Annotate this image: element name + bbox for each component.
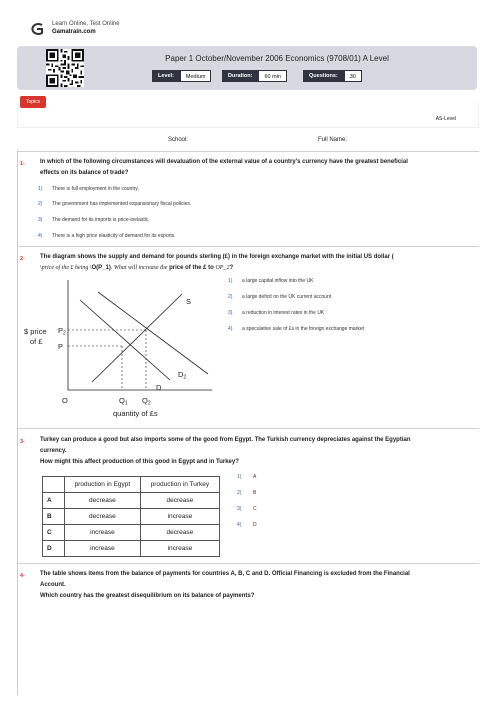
level-tag: AS-Level: [435, 116, 456, 122]
option-text[interactable]: B: [253, 490, 257, 496]
p2-label: $P_2$: [58, 326, 66, 337]
production-table: [42, 476, 220, 557]
option-text[interactable]: a large deficit on the UK current account: [242, 294, 332, 300]
option-text[interactable]: There is a high price elasticity of demand for its exports.: [52, 233, 176, 239]
d-label: D: [156, 383, 162, 392]
divider: [17, 563, 479, 564]
origin-label: O: [62, 396, 68, 405]
p-label: P: [58, 342, 64, 351]
option-text[interactable]: a speculative sale of £s in the foreign exchange market: [242, 326, 365, 332]
level-label: Level:: [152, 70, 180, 82]
option-text[interactable]: a large capital inflow into the UK: [242, 278, 314, 284]
option-number: 4): [237, 522, 242, 528]
supply-demand-diagram: [22, 272, 222, 422]
table-row: D increase increase: [43, 541, 220, 557]
brand-site[interactable]: Gamatrain.com: [52, 29, 96, 35]
paper-header: [17, 46, 477, 90]
option-number: 2): [228, 294, 233, 300]
option-number: 3): [237, 506, 242, 512]
question-number: 3-: [20, 439, 25, 445]
y-axis-label-line1: $ price: [24, 327, 47, 336]
option-text[interactable]: The government has implemented expansionary fiscal policies.: [52, 201, 192, 207]
q1-label: $Q_1$: [119, 396, 128, 407]
d2-label: $D_2$: [178, 370, 187, 381]
divider: [17, 246, 479, 247]
page-frame: [17, 150, 18, 695]
fullname-label: Full Name:: [318, 137, 348, 143]
questions-label: Questions:: [303, 70, 344, 82]
paper-title: Paper 1 October/November 2006 Economics (9708/01) A Level: [165, 54, 389, 63]
option-number: 3): [38, 217, 43, 223]
question-text: The table shows items from the balance of payments for countries A, B, C and D. Official Financing is excluded from the Financial Account. Which country has the greatest disequilibrium on its balance of payments?: [40, 571, 410, 599]
topics-badge[interactable]: Topics: [20, 96, 46, 108]
option-text[interactable]: a reduction in interest rates in the UK: [242, 310, 325, 316]
option-text[interactable]: A: [253, 474, 257, 480]
brand-tagline: Learn Online, Test Online: [52, 21, 120, 27]
option-number: 2): [237, 490, 242, 496]
question-text: The diagram shows the supply and demand for pounds sterling (£) in the foreign exchange market with the initial US dollar ( \price of the £ being \O(P_1). What will increase the price of the £ to OP_2?: [40, 254, 394, 271]
table-row: B decrease increase: [43, 509, 220, 525]
school-label: School:: [168, 137, 189, 143]
question-number: 2-: [20, 256, 25, 262]
question-text: In which of the following circumstances will devaluation of the external value of a country's currency have the greatest beneficial effects on its balance of trade?: [40, 159, 408, 176]
option-text[interactable]: The demand for its imports is price-inelastic.: [52, 217, 150, 223]
gamatrain-logo-icon: [30, 23, 44, 35]
y-axis-label-line2: of £: [30, 337, 43, 346]
table-row: A decrease decrease: [43, 493, 220, 509]
table-row: C increase decrease: [43, 525, 220, 541]
option-text[interactable]: C: [253, 506, 257, 512]
option-text[interactable]: D: [253, 522, 257, 528]
level-value: Medium: [180, 70, 212, 82]
divider: [17, 151, 479, 152]
question-number: 1-: [20, 161, 25, 167]
divider: [17, 428, 479, 429]
duration-value: 60 min: [258, 70, 287, 82]
option-number: 4): [228, 326, 233, 332]
duration-meta: [222, 70, 287, 82]
option-number: 2): [38, 201, 43, 207]
question-text: Turkey can produce a good but also imports some of the good from Egypt. The Turkish currency depreciates against the Egyptian currency. How might this affect production of this good in Egypt and in Turkey?: [40, 437, 411, 465]
option-number: 1): [237, 474, 242, 480]
questions-meta: [303, 70, 362, 82]
option-text[interactable]: There is full employment in the country.: [52, 186, 139, 192]
duration-label: Duration:: [222, 70, 258, 82]
supply-label: S: [186, 297, 192, 306]
topics-panel: [17, 103, 479, 128]
x-axis-label: quantity of £s: [113, 409, 158, 418]
option-number: 4): [38, 233, 43, 239]
level-meta: [152, 70, 211, 82]
option-number: 1): [228, 278, 233, 284]
q2-label: $Q_2$: [142, 396, 151, 407]
option-number: 3): [228, 310, 233, 316]
question-number: 4-: [20, 573, 25, 579]
questions-value: 30: [344, 70, 362, 82]
option-number: 1): [38, 186, 43, 192]
table-header-row: production in Egypt production in Turkey: [43, 477, 220, 493]
